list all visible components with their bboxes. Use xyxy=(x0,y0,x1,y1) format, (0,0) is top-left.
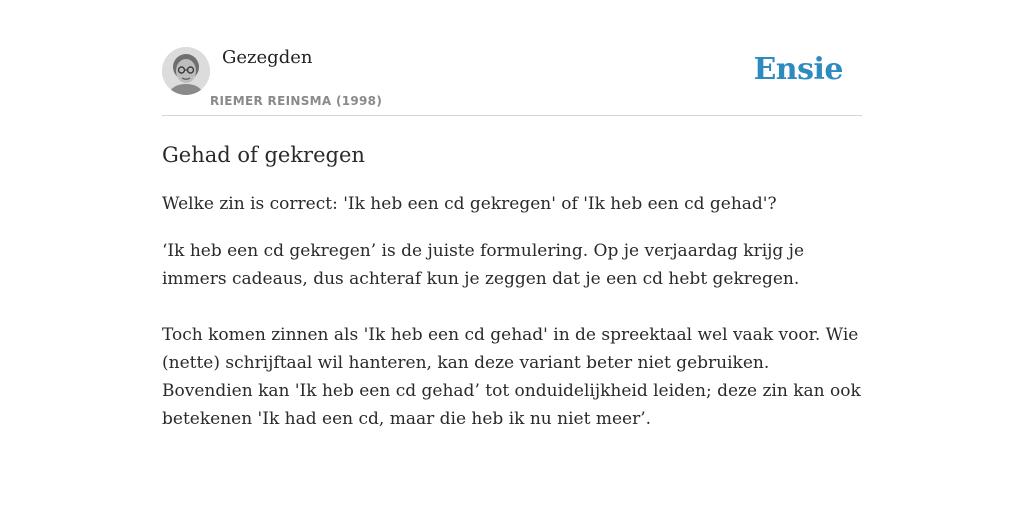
article xyxy=(162,140,862,461)
source-author: RIEMER REINSMA (1998) xyxy=(210,94,383,108)
answer-paragraph: ‘Ik heb een cd gekregen’ is de juiste formulering. Op je verjaardag krijg je immers cadeaus, dus achteraf kun je zeggen dat je een cd hebt gekregen. xyxy=(162,241,805,289)
author-portrait-icon xyxy=(162,47,210,95)
article-question: Welke zin is correct: 'Ik heb een cd gekregen' of 'Ik heb een cd gehad'? xyxy=(162,194,777,214)
source-title[interactable]: Gezegden xyxy=(222,47,313,68)
article-title: Gehad of gekregen xyxy=(162,143,365,167)
ensie-logo[interactable]: Ensie xyxy=(753,52,843,87)
article-answer xyxy=(162,237,862,433)
source-header xyxy=(162,46,862,116)
answer-paragraph: Toch komen zinnen als 'Ik heb een cd gehad' in de spreektaal wel vaak voor. Wie (nette) schrijftaal wil hanteren, kan deze variant beter niet gebruiken. Bovendien kan 'Ik heb een cd gehad’ tot onduidelijkheid leiden; deze zin kan ook betekenen 'Ik had een cd, maar die heb ik nu niet meer’. xyxy=(162,325,861,429)
